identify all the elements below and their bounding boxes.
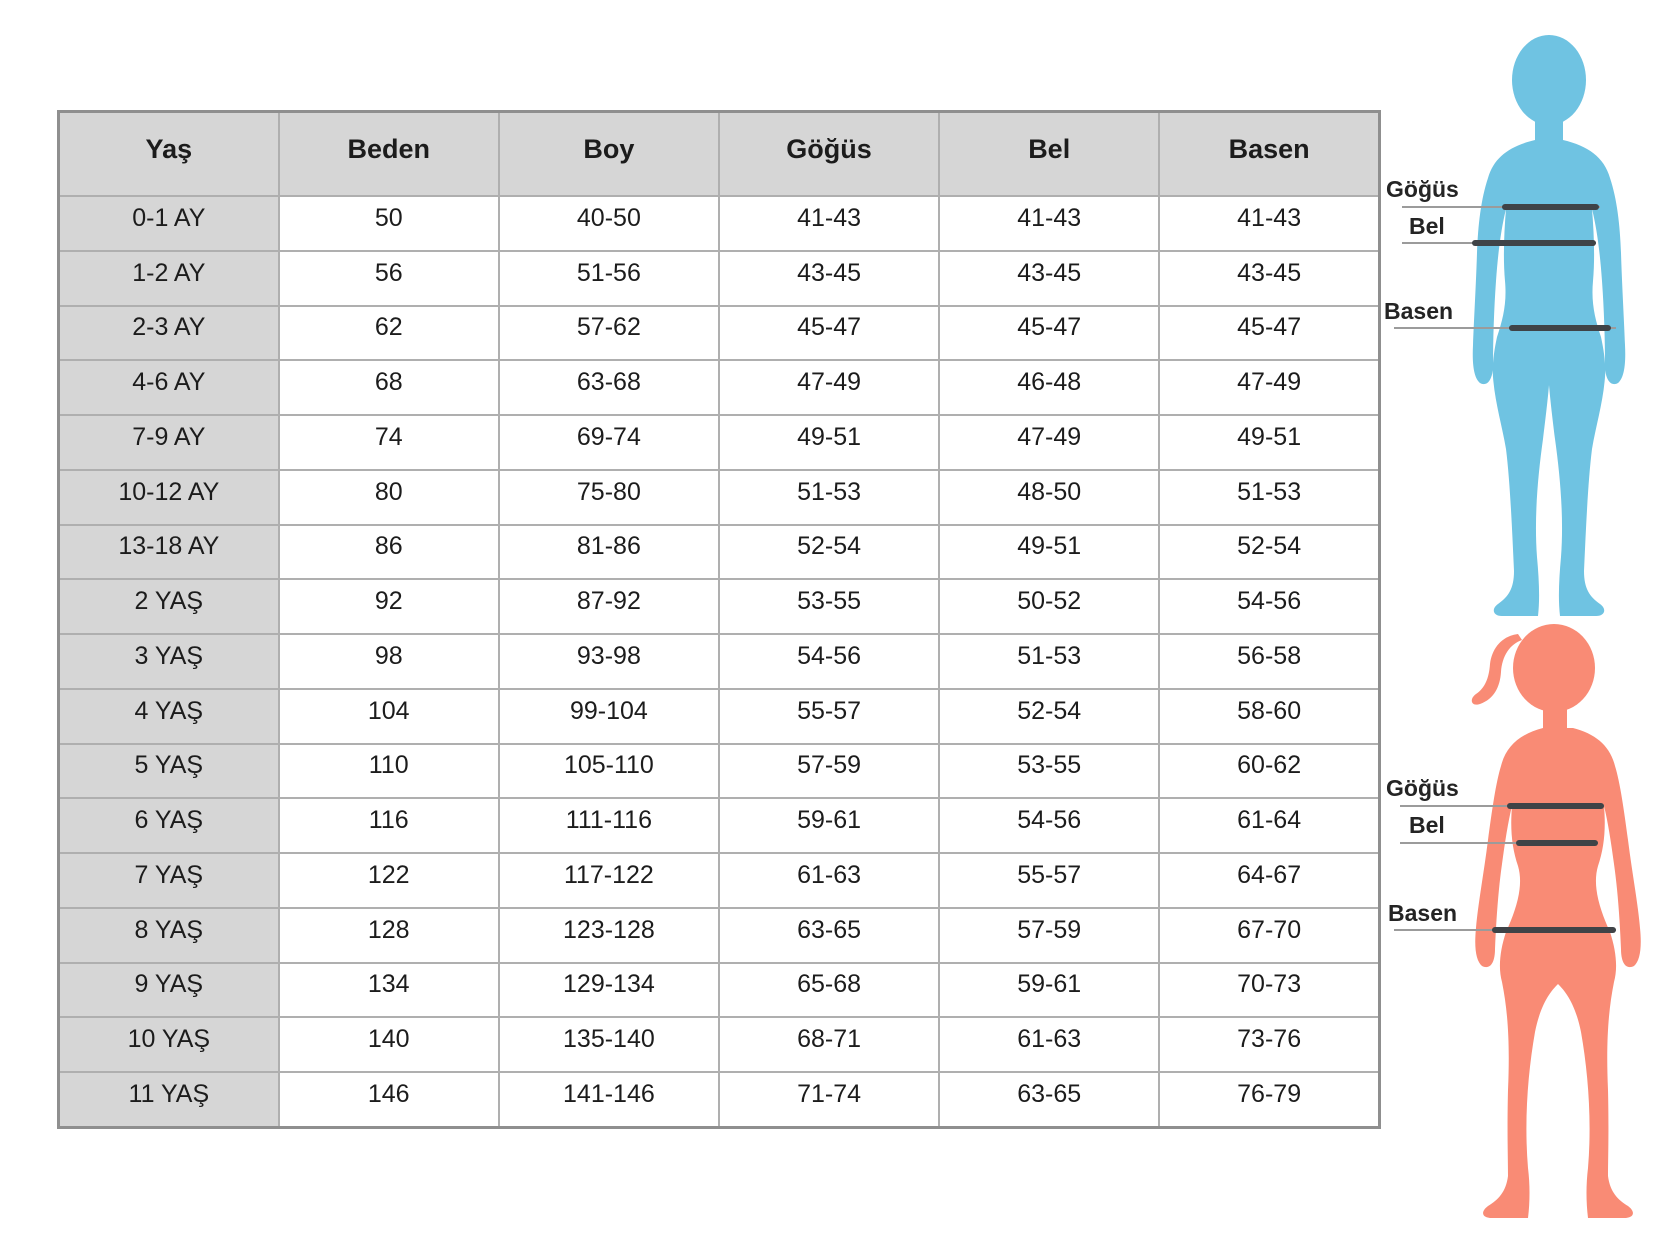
table-row (59, 470, 1380, 525)
size-cell: 64-67 (1159, 853, 1379, 908)
table-body (59, 196, 1380, 1128)
col-header-hip: Basen (1159, 112, 1379, 197)
size-cell: 58-60 (1159, 689, 1379, 744)
size-cell: 71-74 (719, 1072, 939, 1128)
size-cell: 51-53 (939, 634, 1159, 689)
table-row (59, 196, 1380, 251)
size-cell: 75-80 (499, 470, 719, 525)
age-cell: 3 YAŞ (59, 634, 279, 689)
table-row (59, 1072, 1380, 1128)
age-cell: 10 YAŞ (59, 1017, 279, 1072)
size-cell: 74 (279, 415, 499, 470)
size-cell: 123-128 (499, 908, 719, 963)
size-cell: 51-53 (1159, 470, 1379, 525)
header-row (59, 112, 1380, 197)
girl-chest-label: Göğüs (1386, 775, 1459, 801)
size-cell: 146 (279, 1072, 499, 1128)
size-cell: 45-47 (939, 306, 1159, 361)
age-cell: 9 YAŞ (59, 963, 279, 1018)
size-cell: 49-51 (1159, 415, 1379, 470)
girl-chest-measure-line (1507, 803, 1604, 809)
size-cell: 43-45 (719, 251, 939, 306)
size-cell: 80 (279, 470, 499, 525)
size-cell: 53-55 (939, 744, 1159, 799)
girl-figure (1462, 620, 1662, 1224)
table-row (59, 306, 1380, 361)
size-cell: 59-61 (939, 963, 1159, 1018)
size-cell: 47-49 (719, 360, 939, 415)
size-cell: 99-104 (499, 689, 719, 744)
girl-waist-label: Bel (1409, 812, 1445, 838)
size-cell: 53-55 (719, 579, 939, 634)
age-cell: 5 YAŞ (59, 744, 279, 799)
size-cell: 63-68 (499, 360, 719, 415)
size-cell: 63-65 (719, 908, 939, 963)
size-cell: 50 (279, 196, 499, 251)
size-cell: 134 (279, 963, 499, 1018)
size-cell: 105-110 (499, 744, 719, 799)
boy-waist-measure-line (1472, 240, 1596, 246)
girl-hip-measure-line (1492, 927, 1616, 933)
age-cell: 0-1 AY (59, 196, 279, 251)
size-cell: 49-51 (719, 415, 939, 470)
size-cell: 129-134 (499, 963, 719, 1018)
size-cell: 41-43 (1159, 196, 1379, 251)
size-cell: 61-63 (719, 853, 939, 908)
size-cell: 57-59 (719, 744, 939, 799)
col-header-chest: Göğüs (719, 112, 939, 197)
size-cell: 56-58 (1159, 634, 1379, 689)
size-cell: 47-49 (1159, 360, 1379, 415)
size-cell: 49-51 (939, 525, 1159, 580)
table-header (59, 112, 1380, 197)
size-cell: 56 (279, 251, 499, 306)
table-row (59, 251, 1380, 306)
size-table (57, 110, 1381, 1129)
age-cell: 7-9 AY (59, 415, 279, 470)
size-cell: 86 (279, 525, 499, 580)
table-row (59, 744, 1380, 799)
size-cell: 55-57 (939, 853, 1159, 908)
size-cell: 87-92 (499, 579, 719, 634)
size-cell: 48-50 (939, 470, 1159, 525)
size-cell: 63-65 (939, 1072, 1159, 1128)
size-cell: 67-70 (1159, 908, 1379, 963)
size-cell: 60-62 (1159, 744, 1379, 799)
size-cell: 59-61 (719, 798, 939, 853)
size-cell: 111-116 (499, 798, 719, 853)
size-cell: 41-43 (939, 196, 1159, 251)
girl-silhouette-icon (1462, 620, 1662, 1224)
size-cell: 117-122 (499, 853, 719, 908)
col-header-height: Boy (499, 112, 719, 197)
size-cell: 141-146 (499, 1072, 719, 1128)
size-cell: 54-56 (1159, 579, 1379, 634)
age-cell: 13-18 AY (59, 525, 279, 580)
table-row (59, 415, 1380, 470)
size-cell: 68 (279, 360, 499, 415)
size-cell: 110 (279, 744, 499, 799)
table-row (59, 1017, 1380, 1072)
girl-hip-label: Basen (1388, 900, 1458, 926)
size-cell: 92 (279, 579, 499, 634)
boy-hip-measure-line (1509, 325, 1611, 331)
col-header-waist: Bel (939, 112, 1159, 197)
size-cell: 135-140 (499, 1017, 719, 1072)
size-cell: 65-68 (719, 963, 939, 1018)
table-row (59, 908, 1380, 963)
size-cell: 69-74 (499, 415, 719, 470)
size-cell: 40-50 (499, 196, 719, 251)
boy-hip-label: Basen (1384, 298, 1454, 324)
age-cell: 1-2 AY (59, 251, 279, 306)
age-cell: 2-3 AY (59, 306, 279, 361)
size-cell: 93-98 (499, 634, 719, 689)
size-cell: 45-47 (719, 306, 939, 361)
table-row (59, 360, 1380, 415)
size-cell: 52-54 (719, 525, 939, 580)
size-cell: 43-45 (1159, 251, 1379, 306)
col-header-size: Beden (279, 112, 499, 197)
boy-waist-label: Bel (1409, 213, 1445, 239)
age-cell: 11 YAŞ (59, 1072, 279, 1128)
size-cell: 68-71 (719, 1017, 939, 1072)
size-cell: 76-79 (1159, 1072, 1379, 1128)
table-row (59, 525, 1380, 580)
size-cell: 43-45 (939, 251, 1159, 306)
size-cell: 55-57 (719, 689, 939, 744)
size-cell: 62 (279, 306, 499, 361)
size-cell: 57-59 (939, 908, 1159, 963)
size-cell: 54-56 (939, 798, 1159, 853)
size-cell: 57-62 (499, 306, 719, 361)
size-cell: 122 (279, 853, 499, 908)
table-row (59, 579, 1380, 634)
size-cell: 41-43 (719, 196, 939, 251)
size-cell: 140 (279, 1017, 499, 1072)
size-cell: 81-86 (499, 525, 719, 580)
size-cell: 50-52 (939, 579, 1159, 634)
table-row (59, 634, 1380, 689)
boy-chest-measure-line (1502, 204, 1599, 210)
girl-waist-measure-line (1516, 840, 1598, 846)
size-cell: 116 (279, 798, 499, 853)
table-row (59, 963, 1380, 1018)
size-cell: 52-54 (1159, 525, 1379, 580)
age-cell: 10-12 AY (59, 470, 279, 525)
size-cell: 51-56 (499, 251, 719, 306)
table-row (59, 798, 1380, 853)
size-cell: 45-47 (1159, 306, 1379, 361)
size-cell: 104 (279, 689, 499, 744)
size-cell: 98 (279, 634, 499, 689)
col-header-age: Yaş (59, 112, 279, 197)
table-row (59, 853, 1380, 908)
size-cell: 70-73 (1159, 963, 1379, 1018)
age-cell: 8 YAŞ (59, 908, 279, 963)
size-cell: 54-56 (719, 634, 939, 689)
age-cell: 4 YAŞ (59, 689, 279, 744)
age-cell: 6 YAŞ (59, 798, 279, 853)
age-cell: 7 YAŞ (59, 853, 279, 908)
size-cell: 52-54 (939, 689, 1159, 744)
table-row (59, 689, 1380, 744)
boy-chest-label: Göğüs (1386, 176, 1459, 202)
size-cell: 46-48 (939, 360, 1159, 415)
size-cell: 51-53 (719, 470, 939, 525)
age-cell: 2 YAŞ (59, 579, 279, 634)
size-cell: 128 (279, 908, 499, 963)
size-cell: 73-76 (1159, 1017, 1379, 1072)
size-cell: 47-49 (939, 415, 1159, 470)
age-cell: 4-6 AY (59, 360, 279, 415)
size-cell: 61-63 (939, 1017, 1159, 1072)
size-cell: 61-64 (1159, 798, 1379, 853)
